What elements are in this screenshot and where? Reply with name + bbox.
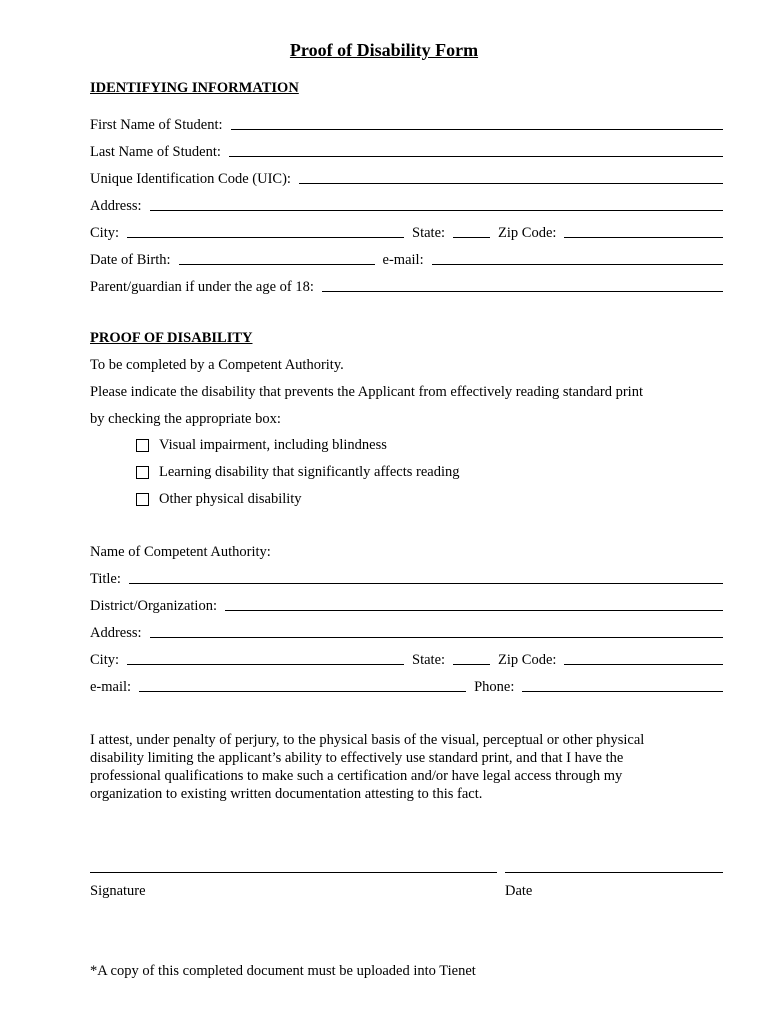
dob-row: [90, 248, 723, 268]
authority-phone-field[interactable]: [522, 690, 723, 692]
attestation-line: organization to existing written documentation attesting to this fact.: [90, 786, 483, 802]
first-name-field[interactable]: [231, 128, 723, 130]
student-address-field[interactable]: [150, 209, 723, 211]
section-heading-identifying: IDENTIFYING INFORMATION: [90, 80, 299, 96]
authority-zip-label: Zip Code:: [498, 652, 557, 668]
date-field[interactable]: [505, 872, 723, 873]
authority-email-field[interactable]: [139, 690, 466, 692]
student-address-row: [90, 194, 723, 214]
authority-title-field[interactable]: [129, 582, 723, 584]
page-title: Proof of Disability Form: [289, 40, 479, 60]
uic-row: [90, 167, 723, 187]
authority-title-label: Title:: [90, 571, 121, 587]
option-label: Visual impairment, including blindness: [159, 437, 387, 453]
option-label: Learning disability that significantly affects reading: [159, 464, 460, 480]
authority-state-label: State:: [412, 652, 446, 668]
authority-title-row: [90, 567, 723, 587]
last-name-field[interactable]: [229, 155, 723, 157]
guardian-row: [90, 275, 723, 295]
checkbox-learning-disability[interactable]: [136, 466, 149, 479]
student-address-label: Address:: [90, 198, 142, 214]
footnote: *A copy of this completed document must be uploaded into Tienet: [90, 963, 476, 979]
attestation-line: professional qualifications to make such a certification and/or have legal access through my: [90, 768, 623, 784]
signature-label: Signature: [90, 883, 146, 899]
student-email-field[interactable]: [432, 263, 723, 265]
authority-zip-field[interactable]: [564, 663, 723, 665]
authority-city-row: [90, 648, 723, 668]
student-state-field[interactable]: [453, 236, 490, 238]
authority-phone-label: Phone:: [474, 679, 515, 695]
section-heading-proof: PROOF OF DISABILITY: [90, 330, 253, 346]
date-label: Date: [505, 883, 533, 899]
attestation-line: disability limiting the applicant’s ability to effectively use standard print, and that I have the: [90, 750, 624, 766]
dob-field[interactable]: [179, 263, 375, 265]
proof-instruction-2: Please indicate the disability that prevents the Applicant from effectively reading standard print: [90, 384, 643, 400]
proof-instruction-1: To be completed by a Competent Authority.: [90, 357, 344, 373]
attestation-paragraph: [90, 731, 690, 803]
dob-label: Date of Birth:: [90, 252, 171, 268]
student-city-row: [90, 221, 723, 241]
first-name-label: First Name of Student:: [90, 117, 223, 133]
checkbox-other-physical[interactable]: [136, 493, 149, 506]
guardian-label: Parent/guardian if under the age of 18:: [90, 279, 314, 295]
student-zip-field[interactable]: [564, 236, 723, 238]
last-name-label: Last Name of Student:: [90, 144, 221, 160]
first-name-row: [90, 113, 723, 133]
authority-city-label: City:: [90, 652, 120, 668]
option-other-physical: [136, 491, 302, 508]
authority-address-label: Address:: [90, 625, 142, 641]
uic-label: Unique Identification Code (UIC):: [90, 171, 291, 187]
student-city-field[interactable]: [127, 236, 404, 238]
authority-state-field[interactable]: [453, 663, 490, 665]
district-row: [90, 594, 723, 614]
authority-city-field[interactable]: [127, 663, 404, 665]
checkbox-visual-impairment[interactable]: [136, 439, 149, 452]
student-city-label: City:: [90, 225, 120, 241]
option-learning-disability: [136, 464, 460, 481]
last-name-row: [90, 140, 723, 160]
student-state-label: State:: [412, 225, 446, 241]
signature-field[interactable]: [90, 872, 497, 873]
authority-email-label: e-mail:: [90, 679, 132, 695]
guardian-field[interactable]: [322, 290, 723, 292]
district-label: District/Organization:: [90, 598, 217, 614]
student-zip-label: Zip Code:: [498, 225, 557, 241]
district-field[interactable]: [225, 609, 723, 611]
authority-name-label: Name of Competent Authority:: [90, 544, 271, 560]
uic-field[interactable]: [299, 182, 723, 184]
authority-contact-row: [90, 675, 723, 695]
student-email-label: e-mail:: [382, 252, 424, 268]
option-label: Other physical disability: [159, 491, 302, 507]
option-visual-impairment: [136, 437, 387, 454]
proof-instruction-3: by checking the appropriate box:: [90, 411, 281, 427]
authority-address-row: [90, 621, 723, 641]
authority-address-field[interactable]: [150, 636, 723, 638]
attestation-line: I attest, under penalty of perjury, to the physical basis of the visual, perceptual or other physical: [90, 732, 645, 748]
